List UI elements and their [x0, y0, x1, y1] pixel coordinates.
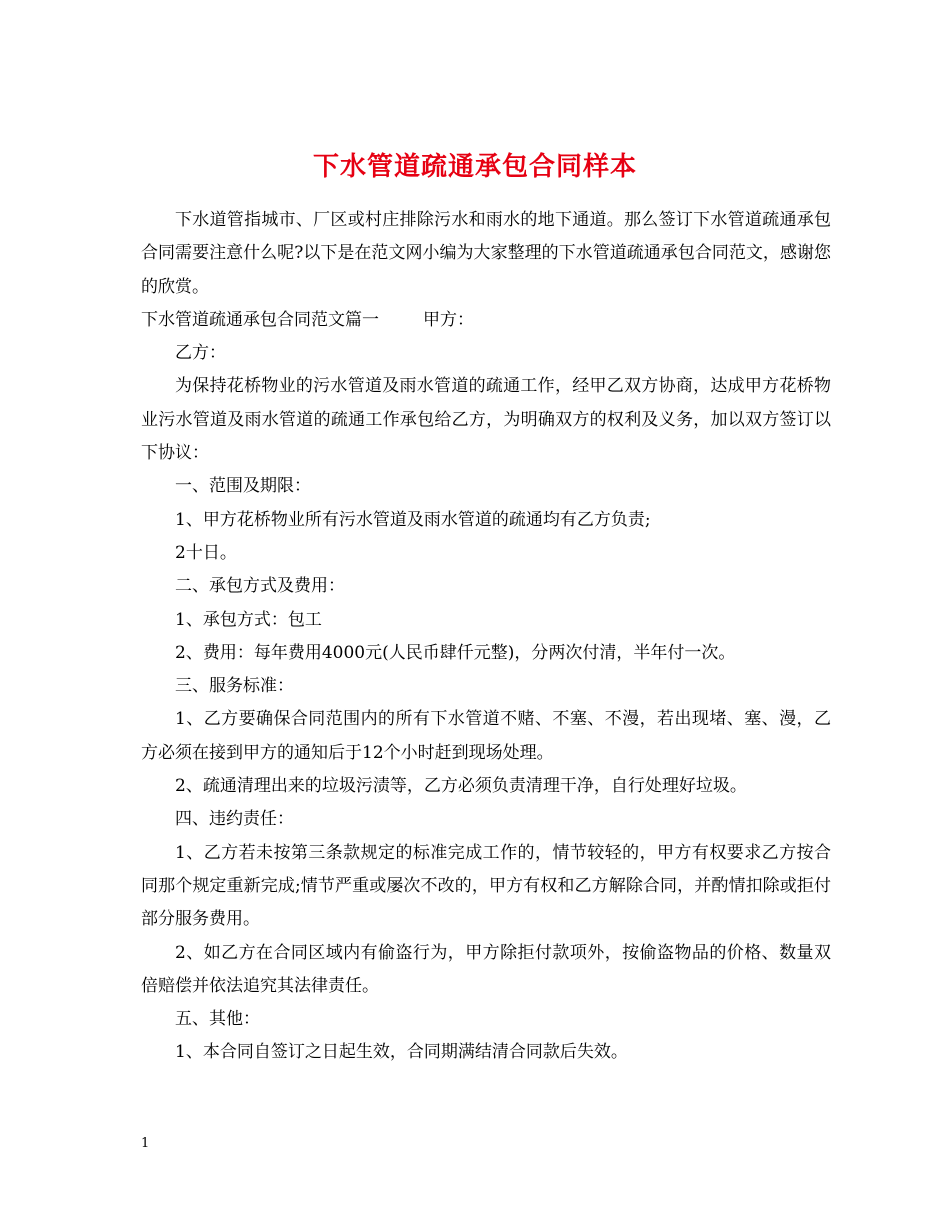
intro-paragraph: 下水道管指城市、厂区或村庄排除污水和雨水的地下通道。那么签订下水管道疏通承包合同需要注意什么呢?以下是在范文网小编为大家整理的下水管道疏通承包合同范文，感谢您的欣赏。 — [141, 210, 831, 297]
clause-item: 2、如乙方在合同区域内有偷盗行为，甲方除拒付款项外，按偷盗物品的价格、数量双倍赔偿并依法追究其法律责任。 — [141, 942, 831, 996]
clause-heading-service-standard: 三、服务标准： — [175, 676, 294, 697]
document-title: 下水管道疏通承包合同样本 — [312, 152, 637, 183]
preamble-paragraph: 为保持花桥物业的污水管道及雨水管道的疏通工作，经甲乙双方协商，达成甲方花桥物业污水管道及雨水管道的疏通工作承包给乙方，为明确双方的权利及义务，加以双方签订以下协议： — [141, 376, 831, 464]
page-number: 1 — [141, 1136, 150, 1151]
clause-item: 2、费用：每年费用4000元(人民币肆仟元整)，分两次付清，半年付一次。 — [175, 642, 736, 663]
clause-item: 1、乙方若未按第三条款规定的标准完成工作的，情节较轻的，甲方有权要求乙方按合同那个规定重新完成;情节严重或屡次不改的，甲方有权和乙方解除合同，并酌情扣除或拒付部分服务费用。 — [141, 842, 831, 930]
clause-item: 1、乙方要确保合同范围内的所有下水管道不赌、不塞、不漫，若出现堵、塞、漫，乙方必须在接到甲方的通知后于12个小时赶到现场处理。 — [141, 709, 831, 763]
section-heading: 下水管道疏通承包合同范文篇一 — [141, 309, 379, 330]
clause-item: 1、本合同自签订之日起生效，合同期满结清合同款后失效。 — [175, 1042, 628, 1063]
clause-heading-scope: 一、范围及期限： — [175, 476, 311, 497]
clause-item: 2十日。 — [175, 542, 237, 563]
section-heading-line — [141, 304, 831, 337]
clause-item: 1、甲方花桥物业所有污水管道及雨水管道的疏通均有乙方负责; — [175, 509, 651, 530]
clause-heading-other: 五、其他： — [175, 1009, 260, 1030]
document-body — [141, 204, 831, 1070]
party-a-label: 甲方： — [423, 309, 474, 330]
clause-heading-contract-fees: 二、承包方式及费用： — [175, 576, 345, 597]
clause-heading-liability: 四、违约责任： — [175, 809, 294, 830]
clause-item: 1、承包方式：包工 — [175, 609, 322, 630]
clause-item: 2、疏通清理出来的垃圾污渍等，乙方必须负责清理干净，自行处理好垃圾。 — [175, 776, 747, 797]
party-b-label: 乙方： — [175, 343, 226, 364]
